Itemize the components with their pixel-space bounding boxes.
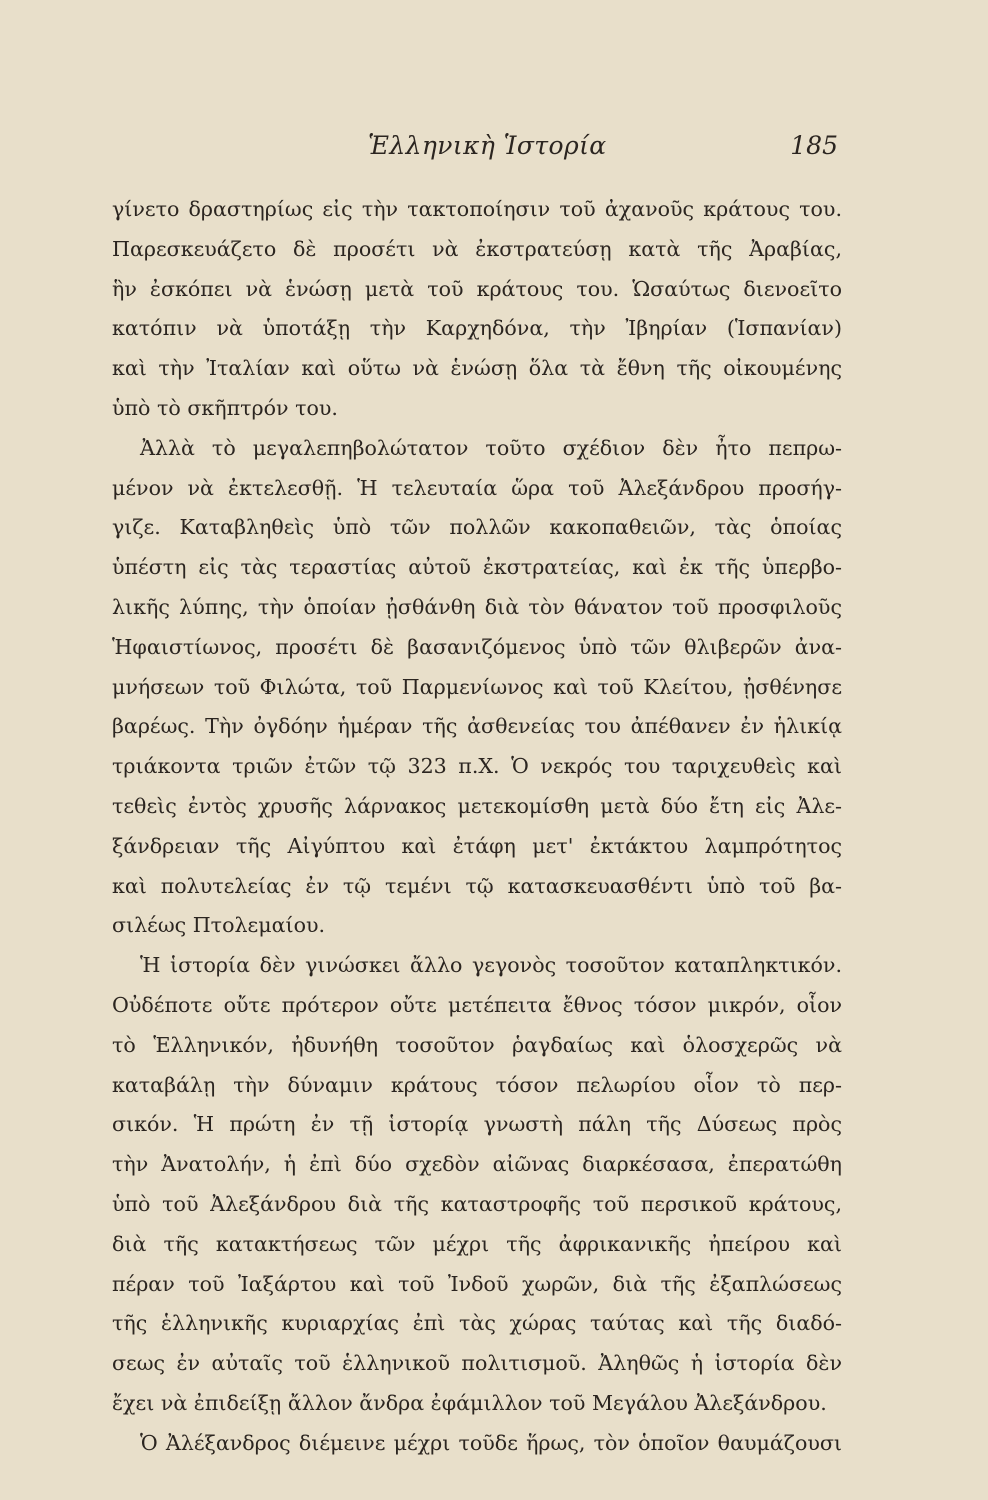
running-title: Ἑλληνικὴ Ἱστορία [368, 131, 607, 160]
text-line: κατόπιν νὰ ὑποτάξῃ τὴν Καρχηδόνα, τὴν Ἰβηρίαν (Ἱσπανίαν) [112, 316, 842, 341]
page-number: 185 [790, 131, 838, 160]
text-line: ἔχει νὰ ἐπιδείξῃ ἄλλον ἄνδρα ἐφάμιλλον τοῦ Μεγάλου Ἀλεξάνδρου. [112, 1390, 827, 1415]
text-line: ἣν ἐσκόπει νὰ ἑνώσῃ μετὰ τοῦ κράτους του. Ὡσαύτως διενοεῖτο [112, 276, 842, 301]
text-line: σεως ἐν αὐταῖς τοῦ ἑλληνικοῦ πολιτισμοῦ. Ἀληθῶς ἡ ἱστορία δὲν [112, 1351, 842, 1376]
text-line: καὶ πολυτελείας ἐν τῷ τεμένι τῷ κατασκευασθέντι ὑπὸ τοῦ βα- [112, 873, 842, 898]
text-line: τεθεὶς ἐντὸς χρυσῆς λάρνακος μετεκομίσθη μετὰ δύο ἔτη εἰς Ἀλε- [112, 793, 842, 818]
text-line: Ἡφαιστίωνος, προσέτι δὲ βασανιζόμενος ὑπὸ τῶν θλιβερῶν ἀνα- [112, 634, 842, 659]
text-line: πέραν τοῦ Ἰαξάρτου καὶ τοῦ Ἰνδοῦ χωρῶν, διὰ τῆς ἐξαπλώσεως [112, 1271, 842, 1296]
text-line: καταβάλῃ τὴν δύναμιν κράτους τόσον πελωρίου οἷον τὸ περ- [112, 1072, 842, 1097]
text-line: καὶ τὴν Ἰταλίαν καὶ οὕτω νὰ ἑνώσῃ ὅλα τὰ ἔθνη τῆς οἰκουμένης [112, 356, 842, 381]
text-line: ξάνδρειαν τῆς Αἰγύπτου καὶ ἐτάφη μετ' ἐκτάκτου λαμπρότητος [112, 833, 842, 858]
text-line: Ὁ Ἀλέξανδρος διέμεινε μέχρι τοῦδε ἥρως, τὸν ὁποῖον θαυμάζουσι [140, 1430, 842, 1455]
text-line: γιζε. Καταβληθεὶς ὑπὸ τῶν πολλῶν κακοπαθειῶν, τὰς ὁποίας [112, 515, 842, 540]
text-line: βαρέως. Τὴν ὀγδόην ἡμέραν τῆς ἀσθενείας του ἀπέθανεν ἐν ἡλικίᾳ [112, 714, 842, 739]
text-line: τῆς ἑλληνικῆς κυριαρχίας ἐπὶ τὰς χώρας ταύτας καὶ τῆς διαδό- [112, 1311, 842, 1336]
text-line: ὑπέστη εἰς τὰς τεραστίας αὐτοῦ ἐκστρατείας, καὶ ἐκ τῆς ὑπερβο- [112, 555, 842, 580]
text-line: διὰ τῆς κατακτήσεως τῶν μέχρι τῆς ἀφρικανικῆς ἠπείρου καὶ [112, 1231, 842, 1256]
text-line: σικόν. Ἡ πρώτη ἐν τῇ ἱστορίᾳ γνωστὴ πάλη τῆς Δύσεως πρὸς [112, 1112, 842, 1137]
text-line: τριάκοντα τριῶν ἐτῶν τῷ 323 π.Χ. Ὁ νεκρός του ταριχευθεὶς καὶ [112, 754, 842, 779]
text-line: ὑπὸ τὸ σκῆπτρόν του. [112, 395, 338, 420]
text-line: Ἀλλὰ τὸ μεγαλεπηβολώτατον τοῦτο σχέδιον δὲν ἦτο πεπρω- [140, 435, 842, 460]
text-line: Οὐδέποτε οὔτε πρότερον οὔτε μετέπειτα ἔθνος τόσον μικρόν, οἷον [112, 992, 842, 1017]
text-line: Ἡ ἱστορία δὲν γινώσκει ἄλλο γεγονὸς τοσοῦτον καταπληκτικόν. [140, 953, 842, 978]
body-text [112, 190, 842, 1464]
text-line: λικῆς λύπης, τὴν ὁποίαν ᾐσθάνθη διὰ τὸν θάνατον τοῦ προσφιλοῦς [112, 594, 842, 619]
text-line: σιλέως Πτολεμαίου. [112, 913, 326, 938]
text-line: ὑπὸ τοῦ Ἀλεξάνδρου διὰ τῆς καταστροφῆς τοῦ περσικοῦ κράτους, [112, 1191, 842, 1216]
text-line: τὴν Ἀνατολήν, ἡ ἐπὶ δύο σχεδὸν αἰῶνας διαρκέσασα, ἐπερατώθη [112, 1152, 842, 1177]
text-line: Παρεσκευάζετο δὲ προσέτι νὰ ἐκστρατεύσῃ κατὰ τῆς Ἀραβίας, [112, 236, 842, 261]
text-line: γίνετο δραστηρίως εἰς τὴν τακτοποίησιν τοῦ ἀχανοῦς κράτους του. [112, 197, 842, 221]
text-line: τὸ Ἑλληνικόν, ἠδυνήθη τοσοῦτον ῥαγδαίως καὶ ὁλοσχερῶς νὰ [112, 1032, 842, 1057]
text-line: μνήσεων τοῦ Φιλώτα, τοῦ Παρμενίωνος καὶ τοῦ Κλείτου, ᾐσθένησε [112, 674, 842, 699]
page-header [110, 127, 842, 167]
text-line: μένον νὰ ἐκτελεσθῇ. Ἡ τελευταία ὥρα τοῦ Ἀλεξάνδρου προσήγ- [112, 475, 842, 500]
